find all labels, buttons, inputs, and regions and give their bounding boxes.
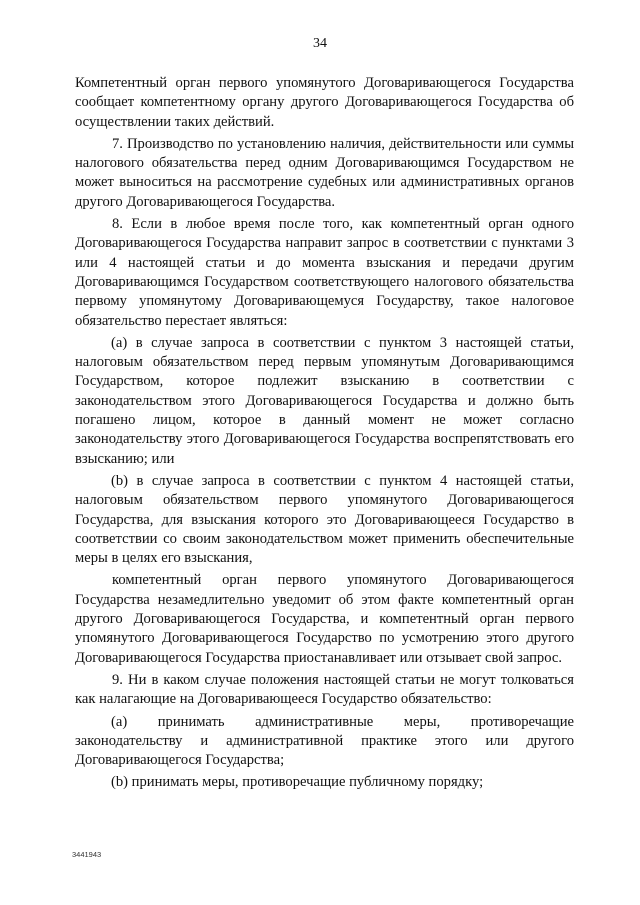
paragraph-7: 7. Производство по установлению наличия, действительности или суммы налогового обязательства перед одним Договаривающимся Государством не может выноситься на рассмотрение судебных или административных органов другого Договаривающегося Государства. xyxy=(75,135,574,210)
page-number: 34 xyxy=(313,36,327,51)
paragraph-8-conclusion: компетентный орган первого упомянутого Договаривающегося Государства незамедлительно уведомит об этом факте компетентный орган другого Договаривающегося Государства, и компетентный орган первого упомянутого Договаривающегося Государство по усмотрению этого другого Договаривающегося Государства приостанавливает или отзывает свой запрос. xyxy=(75,572,574,666)
paragraph-8: 8. Если в любое время после того, как компетентный орган одного Договаривающегося Государства направит запрос в соответствии с пунктами 3 или 4 настоящей статьи и до момента взыскания и передачи другим Договаривающимся Государством соответствующего налогового обязательства первому упомянутому Договаривающемуся Государству, такое налоговое обязательство перестает являться: xyxy=(75,216,574,329)
subparagraph-9b: (b) принимать меры, противоречащие публичному порядку; xyxy=(111,774,484,791)
paragraph-continuation: Компетентный орган первого упомянутого Договаривающегося Государства сообщает компетентному органу другого Договаривающегося Государства об осуществлении таких действий. xyxy=(75,75,574,130)
subparagraph-9a: (a) принимать административные меры, противоречащие законодательству и административной практике этого или другого Договаривающегося Государства; xyxy=(75,713,574,769)
document-code: 3441943 xyxy=(72,850,102,859)
document-body xyxy=(75,74,574,796)
paragraph-9: 9. Ни в каком случае положения настоящей статьи не могут толковаться как налагающие на Договаривающееся Государство обязательство: xyxy=(75,671,574,708)
subparagraph-8a: (a) в случае запроса в соответствии с пунктом 3 настоящей статьи, налоговым обязательством перед первым упомянутым Договаривающимся Государством, которое подлежит взысканию в соответствии с законодательством этого Договаривающегося Государства и должно быть погашено лицом, которое в данный момент не может согласно законодательству этого Договаривающегося Государства воспрепятствовать его взысканию; или xyxy=(75,334,574,467)
subparagraph-8b: (b) в случае запроса в соответствии с пунктом 4 настоящей статьи, налоговым обязательством первого упомянутого Договаривающегося Государства, для взыскания которого это Договаривающееся Государство в соответствии со своим законодательством может применить обеспечительные меры в целях его взыскания, xyxy=(75,472,574,567)
